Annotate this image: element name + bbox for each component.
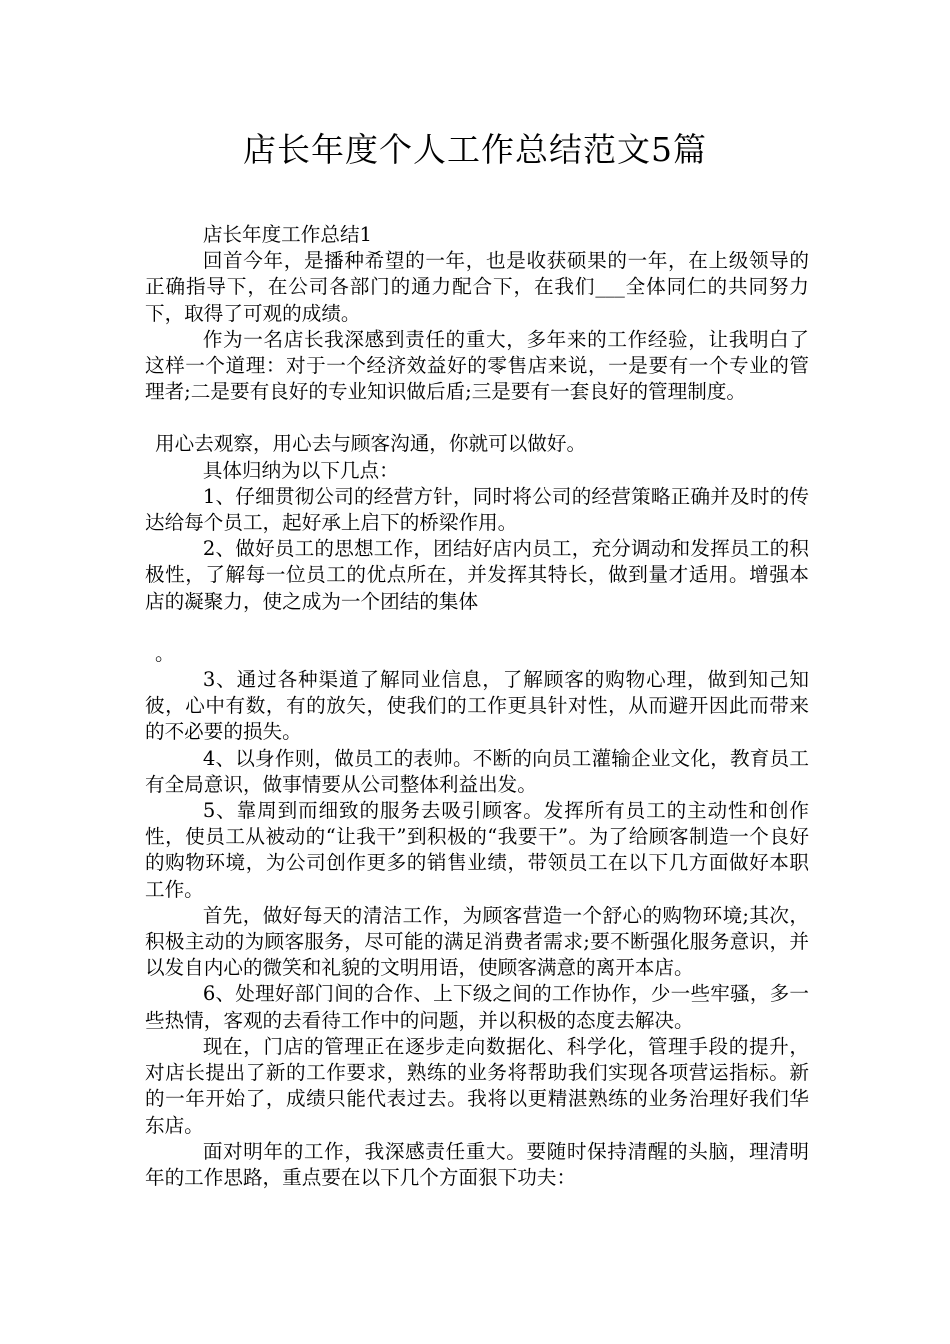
paragraph: 现在，门店的管理正在逐步走向数据化、科学化，管理手段的提升，对店长提出了新的工作要求，熟练的业务将帮助我们实现各项营运指标。新的一年开始了，成绩只能代表过去。我将以更精湛熟练的业务治理好我们华东店。: [145, 1034, 809, 1137]
paragraph: 首先，做好每天的清洁工作，为顾客营造一个舒心的购物环境;其次，积极主动的为顾客服务，尽可能的满足消费者需求;要不断强化服务意识，并以发自内心的微笑和礼貌的文明用语，使顾客满意的离开本店。: [145, 903, 809, 980]
list-item: 4、以身作则，做员工的表帅。不断的向员工灌输企业文化，教育员工有全局意识，做事情要从公司整体利益出发。: [145, 746, 809, 796]
paragraph: 。: [155, 641, 175, 665]
list-item: 3、通过各种渠道了解同业信息，了解顾客的购物心理，做到知己知彼，心中有数，有的放矢，使我们的工作更具针对性，从而避开因此而带来的不必要的损失。: [145, 668, 809, 744]
paragraph: 用心去观察，用心去与顾客沟通，你就可以做好。: [155, 432, 587, 456]
document-body: [145, 222, 809, 1191]
paragraph: 作为一名店长我深感到责任的重大，多年来的工作经验，让我明白了这样一个道理：对于一个经济效益好的零售店来说，一是要有一个专业的管理者;二是要有良好的专业知识做后盾;三是要有一套良好的管理制度。: [145, 327, 809, 404]
section-heading: 店长年度工作总结1: [202, 223, 373, 246]
paragraph: 具体归纳为以下几点：: [202, 458, 399, 482]
list-item: 2、做好员工的思想工作，团结好店内员工，充分调动和发挥员工的积极性，了解每一位员工的优点所在，并发挥其特长，做到量才适用。增强本店的凝聚力，使之成为一个团结的集体: [145, 537, 809, 613]
paragraph: 回首今年，是播种希望的一年，也是收获硕果的一年，在上级领导的正确指导下，在公司各部门的通力配合下，在我们___全体同仁的共同努力下，取得了可观的成绩。: [145, 249, 809, 325]
document-title: 店长年度个人工作总结范文5篇: [243, 130, 707, 169]
list-item: 1、仔细贯彻公司的经营方针，同时将公司的经营策略正确并及时的传达给每个员工，起好承上启下的桥梁作用。: [145, 484, 809, 535]
list-item: 5、靠周到而细致的服务去吸引顾客。发挥所有员工的主动性和创作性，使员工从被动的“让我干”到积极的“我要干”。为了给顾客制造一个良好的购物环境，为公司创作更多的销售业绩，带领员工在以下几方面做好本职工作。: [145, 799, 809, 901]
list-item: 6、处理好部门间的合作、上下级之间的工作协作，少一些牢骚，多一些热情，客观的去看待工作中的问题，并以积极的态度去解决。: [145, 982, 809, 1032]
paragraph: 面对明年的工作，我深感责任重大。要随时保持清醒的头脑，理清明年的工作思路，重点要在以下几个方面狠下功夫：: [145, 1139, 809, 1189]
